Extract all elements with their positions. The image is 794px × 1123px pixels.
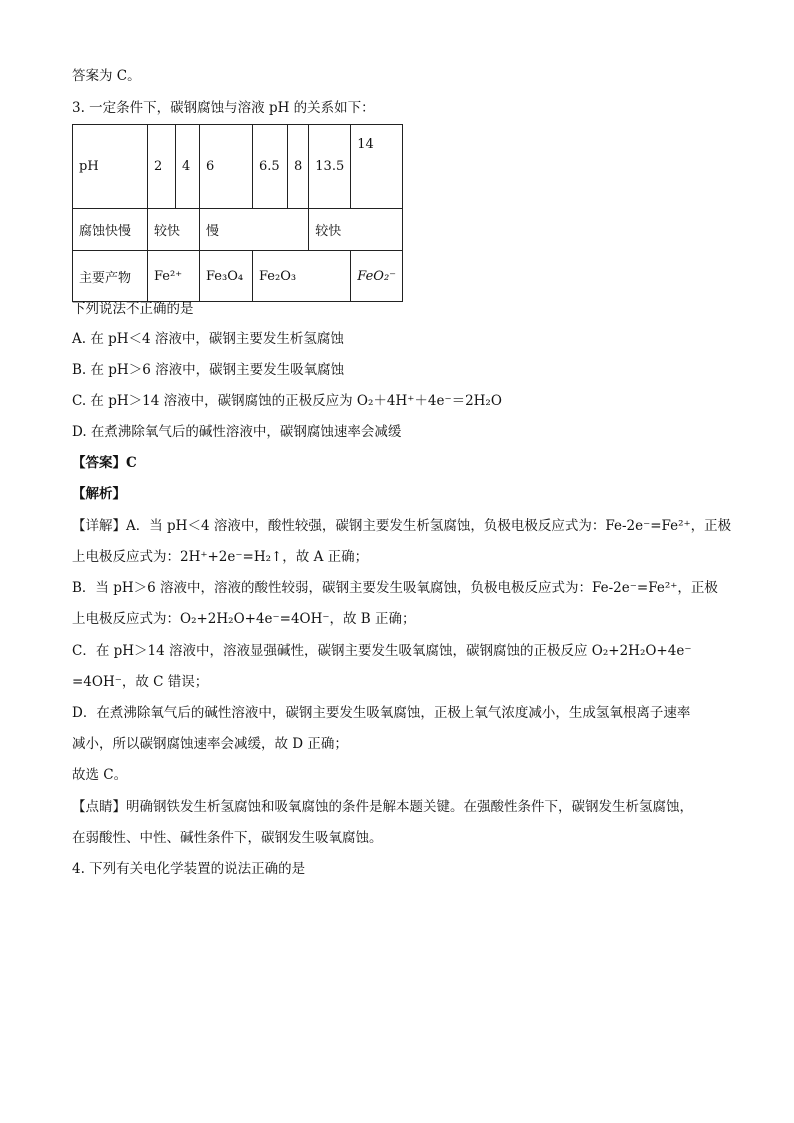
option-b: B. 在 pH＞6 溶液中，碳钢主要发生吸氧腐蚀 <box>72 362 345 378</box>
table-cell: Fe²⁺ <box>148 251 200 302</box>
table-row-ph <box>73 125 403 209</box>
detail-b-line1: B．当 pH＞6 溶液中，溶液的酸性较弱，碳钢主要发生吸氧腐蚀，负极电极反应式为：Fe-2e⁻=Fe²⁺，正极 <box>72 580 718 596</box>
table-cell: 较快 <box>148 209 200 251</box>
table-cell: Fe₃O₄ <box>200 251 253 302</box>
question-3-prompt: 下列说法不正确的是 <box>72 301 194 317</box>
option-d: D. 在煮沸除氧气后的碱性溶液中，碳钢腐蚀速率会减缓 <box>72 424 402 440</box>
table-cell: 2 <box>148 125 176 209</box>
table-cell: 6 <box>200 125 253 209</box>
table-header-product: 主要产物 <box>73 251 148 302</box>
tip-line1: 【点睛】明确钢铁发生析氢腐蚀和吸氧腐蚀的条件是解本题关键。在强酸性条件下，碳钢发生析氢腐蚀， <box>72 799 693 815</box>
ph-corrosion-table <box>72 124 403 302</box>
option-a: A. 在 pH＜4 溶液中，碳钢主要发生析氢腐蚀 <box>72 331 344 347</box>
table-cell: 8 <box>288 125 309 209</box>
detail-b-line2: 上电极反应式为：O₂+2H₂O+4e⁻=4OH⁻，故 B 正确； <box>72 611 416 627</box>
question-4-stem: 4. 下列有关电化学装置的说法正确的是 <box>72 861 306 877</box>
table-header-ph: pH <box>73 125 148 209</box>
table-cell: 14 <box>351 125 403 209</box>
conclusion: 故选 C。 <box>72 767 128 783</box>
analysis-label: 【解析】 <box>72 486 126 502</box>
detail-c-line1: C．在 pH＞14 溶液中，溶液显强碱性，碳钢主要发生吸氧腐蚀，碳钢腐蚀的正极反应 O₂+2H₂O+4e⁻ <box>72 643 692 659</box>
table-cell: FeO₂⁻ <box>351 251 403 302</box>
detail-d-line1: D．在煮沸除氧气后的碱性溶液中，碳钢主要发生吸氧腐蚀，正极上氧气浓度减小，生成氢氧根离子速率 <box>72 705 691 721</box>
detail-a-line2: 上电极反应式为：2H⁺+2e⁻=H₂↑，故 A 正确； <box>72 549 369 565</box>
detail-c-line2: =4OH⁻，故 C 错误； <box>72 674 209 690</box>
table-row-rate <box>73 209 403 251</box>
previous-answer: 答案为 C。 <box>72 68 141 84</box>
question-3-stem: 3. 一定条件下，碳钢腐蚀与溶液 pH 的关系如下： <box>72 100 375 116</box>
table-cell: 6.5 <box>253 125 288 209</box>
table-row-product <box>73 251 403 302</box>
table-cell: 13.5 <box>309 125 351 209</box>
table-cell: 较快 <box>309 209 403 251</box>
detail-a-line1: 【详解】A．当 pH＜4 溶液中，酸性较强，碳钢主要发生析氢腐蚀，负极电极反应式为：Fe-2e⁻=Fe²⁺，正极 <box>72 518 732 534</box>
detail-d-line2: 减小，所以碳钢腐蚀速率会减缓，故 D 正确； <box>72 736 348 752</box>
table-cell: 慢 <box>200 209 309 251</box>
table-cell: 4 <box>176 125 200 209</box>
table-header-rate: 腐蚀快慢 <box>73 209 148 251</box>
answer-label: 【答案】C <box>72 455 137 471</box>
table-cell: Fe₂O₃ <box>253 251 351 302</box>
tip-line2: 在弱酸性、中性、碱性条件下，碳钢发生吸氧腐蚀。 <box>72 830 383 846</box>
option-c: C. 在 pH＞14 溶液中，碳钢腐蚀的正极反应为 O₂＋4H⁺＋4e⁻＝2H₂O <box>72 393 502 409</box>
